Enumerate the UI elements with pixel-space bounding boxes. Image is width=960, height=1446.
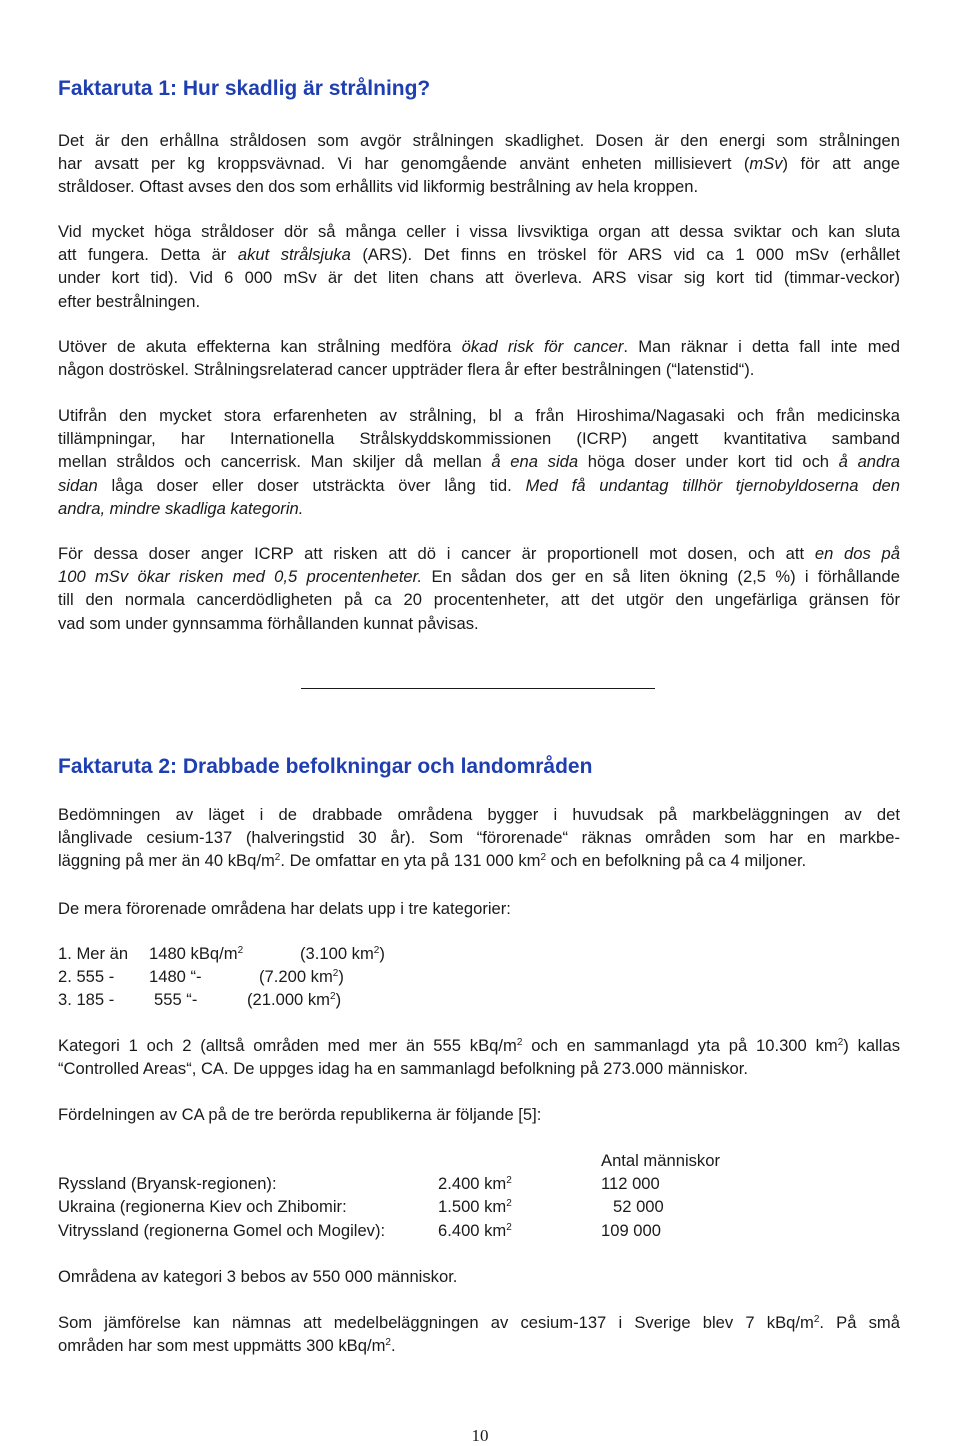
box1-paragraph-1: Det är den erhållna stråldosen som avgör strålningen skadlighet. Dosen är den energi som strålningen har avsatt per kg kroppsvävnad. Vi har genomgående använt enheten millisievert (mSv) för att ange stråldoser. Oftast avses den dos som erhållits vid likformig bestrålning av hela kroppen. [58,131,900,197]
box2-paragraph-1: Bedömningen av läget i de drabbade områdena bygger i huvudsak på markbeläggningen av det långlivade cesium-137 (halveringstid 30 år). Som “förorenade“ räknas områden som har en markbe- läggning på mer än 40 kBq/$m^2$. De omfattar en yta på 131 000 $km^2$ och en befolkning på ca 4 miljoner. [58,805,900,871]
table-header-people: Antal människor [601,1151,720,1170]
population-table [58,1149,758,1242]
box2-paragraph-4: Fördelningen av CA på de tre berörda republikerna är följande [5]: [58,1105,542,1124]
table-row: Ryssland (Bryansk-regionen): 2.400 $km^2$ 112 000 [58,1174,660,1194]
box2-paragraph-6: Som jämförelse kan nämnas att medelbeläggningen av cesium-137 i Sverige blev 7 kBq/$m^2$. På små områden har som mest uppmätts 300 kBq/$m^2$. [58,1313,900,1356]
box1-paragraph-5: För dessa doser anger ICRP att risken att dö i cancer är proportionell mot dosen, och att en dos på 100 mSv ökar risken med 0,5 procentenheter. En sådan dos ger en så liten ökning (2,5 %) i förhållande till den normala cancerdödligheten på ca 20 procentenheter, att det utgör den ungefärliga gränsen för vad som under gynnsamma förhållanden kunnat påvisas. [58,544,901,633]
box2-paragraph-2: De mera förorenade områdena har delats upp i tre kategorier: [58,899,511,918]
box1-paragraph-2: Vid mycket höga stråldoser dör så många celler i vissa livsviktiga organ att dessa sviktar och kan sluta att fungera. Detta är akut strålsjuka (ARS). Det finns en tröskel för ARS vid ca 1 000 mSv (erhållet under kort tid). Vid 6 000 mSv är det liten chans att överleva. ARS visar sig kort tid (timmar-veckor) efter bestrålningen. [58,222,901,311]
box1-paragraph-3: Utöver de akuta effekterna kan strålning medföra ökad risk för cancer. Man räknar i detta fall inte med någon doströskel. Strålningsrelaterad cancer uppträder flera år efter bestrålningen (“latenstid“). [58,337,901,380]
box1-paragraph-4: Utifrån den mycket stora erfarenheten av strålning, bl a från Hiroshima/Nagasaki och från medicinska tillämpningar, har Internationella Strålskyddskommissionen (ICRP) angett kvantitativa samband mellan stråldos och cancerrisk. Man skiljer då mellan å ena sida höga doser under kort tid och å andra sidan låga doser eller doser utsträckta över lång tid. Med få undantag tillhör tjernobyldoserna den andra, mindre skadliga kategorin. [58,406,901,518]
box2-paragraph-5: Områdena av kategori 3 bebos av 550 000 människor. [58,1267,458,1286]
box2-paragraph-3: Kategori 1 och 2 (alltså områden med mer än 555 kBq/$m^2$ och en sammanlagd yta på 10.300 $km^2$) kallas “Controlled Areas“, CA. De uppges idag ha en sammanlagd befolkning på 273.000 människor. [58,1036,901,1079]
box1-title: Faktaruta 1: Hur skadlig är strålning? [58,77,431,100]
table-row: Ukraina (regionerna Kiev och Zhibomir: 1.500 $km^2$ 52 000 [58,1197,664,1217]
box2-title: Faktaruta 2: Drabbade befolkningar och landområden [58,755,593,778]
table-row: Vitryssland (regionerna Gomel och Mogilev): 6.400 $km^2$ 109 000 [58,1220,661,1240]
section-divider [301,688,655,689]
table-header [58,1149,758,1172]
page-number: 10 [471,1426,489,1445]
